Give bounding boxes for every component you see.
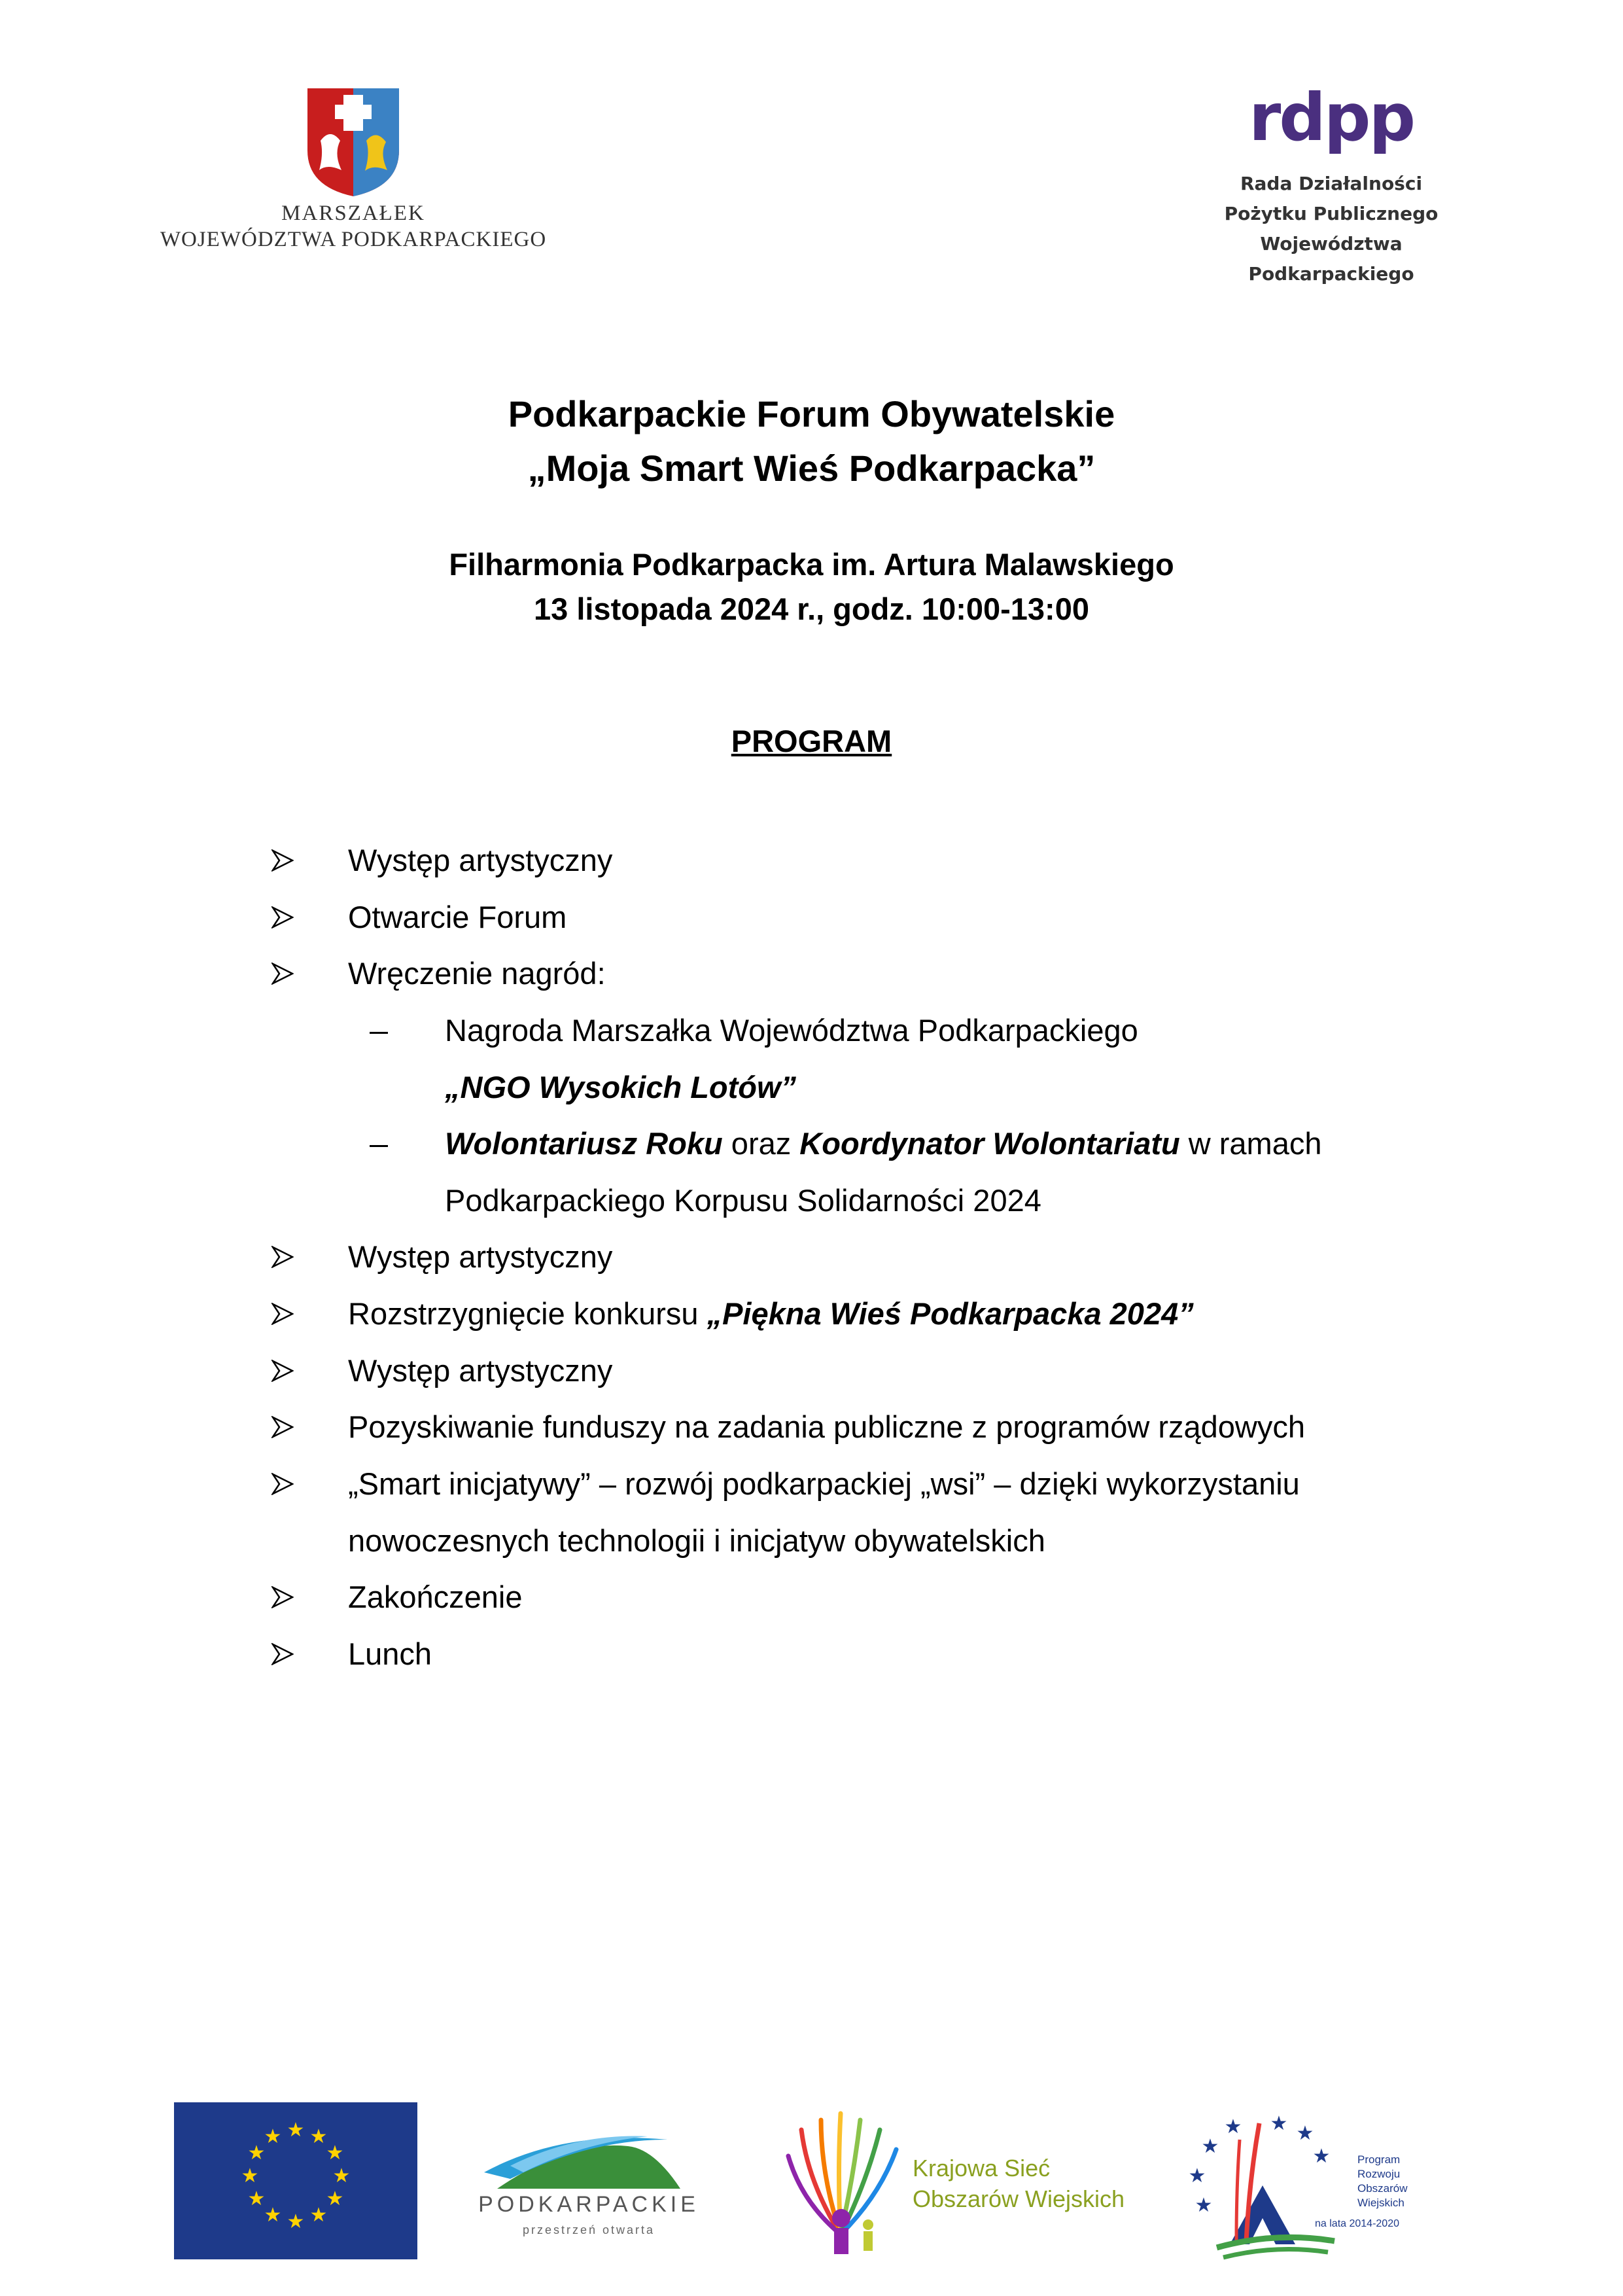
svg-text:★: ★ <box>287 2119 305 2142</box>
program-item-text: Występ artystyczny <box>348 843 613 877</box>
marshal-logo-line2: WOJEWÓDZTWA PODKARPACKIEGO <box>160 228 547 251</box>
svg-text:★: ★ <box>1201 2135 1219 2158</box>
arrow-bullet-icon <box>271 898 304 937</box>
svg-text:★: ★ <box>287 2210 305 2233</box>
arrow-bullet-icon <box>271 1351 304 1390</box>
svg-text:★: ★ <box>326 2187 344 2210</box>
program-item-text-part: Rozstrzygnięcie konkursu <box>348 1296 707 1331</box>
prow-years: na lata 2014-2020 <box>1315 2218 1399 2229</box>
title-line1: Podkarpackie Forum Obywatelskie <box>508 393 1115 434</box>
program-item-text: Zakończenie <box>348 1580 523 1614</box>
program-item-text: Pozyskiwanie funduszy na zadania publiczne z programów rządowych <box>348 1409 1305 1444</box>
prow-line: Program <box>1357 2153 1401 2166</box>
svg-text:★: ★ <box>1224 2115 1242 2138</box>
rdpp-line: Podkarpackiego <box>1248 263 1414 285</box>
contest-name: „Piękna Wieś Podkarpacka 2024” <box>707 1296 1194 1331</box>
program-item-text: Występ artystyczny <box>348 1239 613 1274</box>
marshal-logo <box>150 85 556 255</box>
svg-text:★: ★ <box>1270 2112 1288 2135</box>
award-coordinator: Koordynator Wolontariatu <box>799 1126 1180 1161</box>
arrow-bullet-icon <box>271 1237 304 1277</box>
rdpp-line: Rada Działalności <box>1240 173 1423 194</box>
subitem-text-part: w ramach <box>1179 1126 1322 1161</box>
svg-text:★: ★ <box>309 2125 328 2148</box>
program-item-text: „Smart inicjatywy” – rozwój podkarpackiej „wsi” – dzięki wykorzystaniu <box>348 1466 1300 1501</box>
program-item-text: Wręczenie nagród: <box>348 956 606 991</box>
arrow-bullet-icon <box>271 1407 304 1447</box>
subitem-text <box>445 1124 1321 1163</box>
svg-text:★: ★ <box>247 2142 266 2164</box>
award-name: „NGO Wysokich Lotów” <box>445 1070 797 1104</box>
svg-text:★: ★ <box>264 2125 282 2148</box>
ksow-logo <box>782 2104 1148 2261</box>
podkarpackie-logo <box>471 2127 707 2238</box>
ksow-tree-icon <box>782 2104 913 2261</box>
svg-text:★: ★ <box>326 2142 344 2164</box>
program-item-text <box>348 1294 1194 1333</box>
dash-bullet-icon <box>370 1124 396 1163</box>
svg-text:★: ★ <box>241 2164 259 2187</box>
rdpp-wordmark: rdpp <box>1248 79 1414 156</box>
program-heading: PROGRAM <box>731 724 892 758</box>
venue: Filharmonia Podkarpacka im. Artura Malawskiego <box>449 547 1174 582</box>
arrow-bullet-icon <box>271 1294 304 1333</box>
svg-text:★: ★ <box>264 2204 282 2227</box>
prow-line: Wiejskich <box>1357 2197 1405 2209</box>
prow-line: Obszarów <box>1357 2182 1408 2195</box>
podkarpackie-tagline: przestrzeń otwarta <box>522 2223 655 2236</box>
svg-text:★: ★ <box>309 2204 328 2227</box>
subitem-text: Podkarpackiego Korpusu Solidarności 2024 <box>445 1183 1041 1218</box>
svg-text:★: ★ <box>1188 2164 1206 2187</box>
dash-bullet-icon <box>370 1011 396 1050</box>
program-item-text: Występ artystyczny <box>348 1353 613 1388</box>
eu-flag-icon <box>174 2102 417 2259</box>
marshal-logo-line1: MARSZAŁEK <box>281 202 425 225</box>
svg-text:★: ★ <box>247 2187 266 2210</box>
svg-text:★: ★ <box>332 2164 351 2187</box>
svg-text:★: ★ <box>1296 2122 1314 2145</box>
subitem-text-part: oraz <box>722 1126 800 1161</box>
prow-logo <box>1184 2107 1446 2264</box>
program-item-text: Lunch <box>348 1636 432 1671</box>
award-volunteer: Wolontariusz Roku <box>445 1126 723 1161</box>
program-item-text: Otwarcie Forum <box>348 900 567 934</box>
prow-line: Rozwoju <box>1357 2168 1401 2180</box>
coat-of-arms-icon <box>301 88 406 196</box>
title-line2: „Moja Smart Wieś Podkarpacka” <box>527 448 1096 489</box>
ksow-line1: Krajowa Sieć <box>913 2155 1051 2181</box>
rdpp-line: Województwa <box>1260 233 1403 255</box>
subitem-text: Nagroda Marszałka Województwa Podkarpackiego <box>445 1013 1138 1048</box>
arrow-bullet-icon <box>271 954 304 993</box>
svg-text:★: ★ <box>1312 2145 1331 2168</box>
prow-emblem-icon <box>1184 2107 1354 2264</box>
svg-text:★: ★ <box>1195 2194 1213 2217</box>
podkarpackie-mark-icon <box>471 2127 707 2192</box>
podkarpackie-name: PODKARPACKIE <box>478 2192 699 2217</box>
rdpp-logo <box>1191 79 1472 288</box>
ksow-line2: Obszarów Wiejskich <box>913 2185 1125 2212</box>
arrow-bullet-icon <box>271 1464 304 1504</box>
arrow-bullet-icon <box>271 841 304 880</box>
rdpp-line: Pożytku Publicznego <box>1224 203 1439 224</box>
arrow-bullet-icon <box>271 1634 304 1674</box>
arrow-bullet-icon <box>271 1578 304 1617</box>
program-item-text: nowoczesnych technologii i inicjatyw obywatelskich <box>348 1523 1045 1558</box>
event-date: 13 listopada 2024 r., godz. 10:00-13:00 <box>533 592 1089 626</box>
